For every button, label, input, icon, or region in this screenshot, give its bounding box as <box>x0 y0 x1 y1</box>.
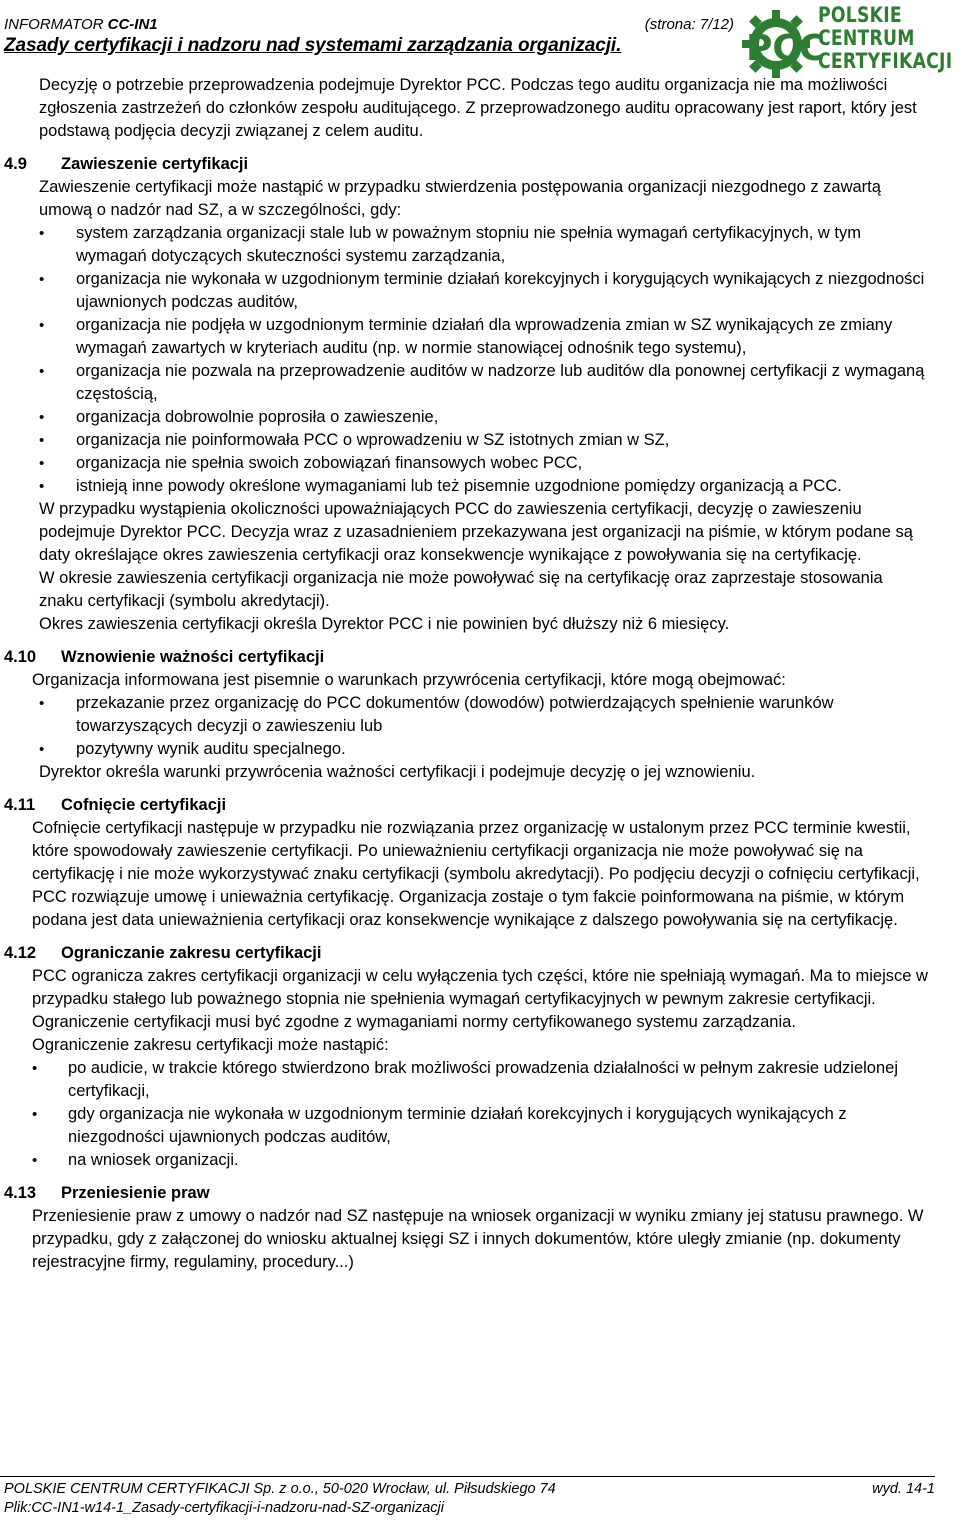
page-info: (strona: 7/12) <box>644 16 734 33</box>
logo-line-2: CENTRUM <box>818 26 915 50</box>
section-title: Przeniesienie praw <box>61 1184 210 1202</box>
list-item: • na wniosek organizacji. <box>0 1149 960 1172</box>
logo-text <box>818 4 952 73</box>
section-4-13-paragraph: Przeniesienie praw z umowy o nadzór nad SZ następuje na wniosek organizacji w wyniku zmiany jej statusu prawnego. W przypadku, gdy z załączonej do wniosku aktualnej księgi SZ i innych dokumentów, które uległy zmianie (np. dokumenty rejestracyjne firmy, regulaminy, procedury...) <box>32 1207 924 1271</box>
section-4-12-paragraph: Ograniczenie zakresu certyfikacji może nastąpić: <box>32 1036 389 1054</box>
section-4-10-paragraph: Dyrektor określa warunki przywrócenia ważności certyfikacji i podejmuje decyzję o jej wznowieniu. <box>39 763 756 781</box>
section-number: 4.9 <box>4 155 27 173</box>
section-4-9-paragraph: W okresie zawieszenia certyfikacji organizacja nie może powoływać się na certyfikację oraz zaprzestaje stosowania znaku certyfikacji (symbolu akredytacji). <box>39 569 883 610</box>
list-item: • po audicie, w trakcie którego stwierdzono brak możliwości prowadzenia działalności w pełnym zakresie udzielonej certyfikacji, <box>0 1057 960 1103</box>
logo-line-3: CERTYFIKACJI <box>818 49 953 73</box>
section-title: Cofnięcie certyfikacji <box>61 796 227 814</box>
section-4-10-heading <box>0 646 960 669</box>
section-4-13-heading <box>0 1182 960 1205</box>
section-title: Zawieszenie certyfikacji <box>61 155 249 173</box>
section-4-11-heading <box>0 794 960 817</box>
doc-id: CC-IN1 <box>107 16 158 33</box>
section-4-12-paragraph: PCC ogranicza zakres certyfikacji organizacji w celu wyłączenia tych części, które nie spełniają wymagań. Ma to miejsce w przypadku stałego lub poważnego stopnia nie spełnienia wymagań certyfikacyjnych w pewnym zakresie certyfikacji. Ograniczenie certyfikacji musi być zgodne z wymaganiami normy certyfikowanego systemu zarządzania. <box>32 967 928 1031</box>
section-title: Ograniczanie zakresu certyfikacji <box>61 944 322 962</box>
logo-mark: PCC <box>746 28 826 69</box>
document-title: Zasady certyfikacji i nadzoru nad systemami zarządzania organizacji. <box>4 35 622 56</box>
doc-label: INFORMATOR <box>4 16 104 33</box>
section-4-10-list <box>0 692 960 761</box>
list-item: • organizacja nie pozwala na przeprowadzenie auditów w nadzorze lub auditów dla ponownej certyfikacji z wymaganą częstością, <box>0 360 960 406</box>
list-item: • organizacja nie podjęła w uzgodnionym terminie działań dla wprowadzenia zmian w SZ wynikających ze zmiany wymagań zawartych w kryteriach auditu (np. w normie stanowiącej odnośnik tego systemu), <box>0 314 960 360</box>
list-item: • przekazanie przez organizację do PCC dokumentów (dowodów) potwierdzających spełnienie warunków towarzyszących decyzji o zawieszeniu lub <box>0 692 960 738</box>
intro-paragraph: Decyzję o potrzebie przeprowadzenia podejmuje Dyrektor PCC. Podczas tego auditu organizacja nie ma możliwości zgłoszenia zastrzeżeń do członków zespołu auditującego. Z przeprowadzonego auditu opracowany jest raport, który jest podstawą podjęcia decyzji związanej z celem auditu. <box>39 76 917 140</box>
list-item: • organizacja nie spełnia swoich zobowiązań finansowych wobec PCC, <box>0 452 960 475</box>
section-number: 4.10 <box>4 648 37 666</box>
footer-edition: wyd. 14-1 <box>872 1481 935 1497</box>
list-item: • system zarządzania organizacji stale lub w poważnym stopniu nie spełnia wymagań certyfikacyjnych, w tym wymagań dotyczących skuteczności systemu zarządzania, <box>0 222 960 268</box>
section-number: 4.11 <box>4 796 36 814</box>
section-number: 4.12 <box>4 944 37 962</box>
list-item: • istnieją inne powody określone wymaganiami lub też pisemnie uzgodnione pomiędzy organizacją a PCC. <box>0 475 960 498</box>
section-4-9-heading <box>0 153 960 176</box>
section-title: Wznowienie ważności certyfikacji <box>61 648 325 666</box>
list-item: • organizacja nie poinformowała PCC o wprowadzeniu w SZ istotnych zmian w SZ, <box>0 429 960 452</box>
section-4-10-lead: Organizacja informowana jest pisemnie o warunkach przywrócenia certyfikacji, które mogą obejmować: <box>32 671 786 689</box>
section-4-12-list <box>0 1057 960 1172</box>
section-4-9-lead: Zawieszenie certyfikacji może nastąpić w przypadku stwierdzenia postępowania organizacji niezgodnego z zawartą umową o nadzór nad SZ, a w szczególności, gdy: <box>39 178 881 219</box>
section-4-9-paragraph: Okres zawieszenia certyfikacji określa Dyrektor PCC i nie powinien być dłuższy niż 6 miesięcy. <box>39 615 730 633</box>
list-item: • organizacja nie wykonała w uzgodnionym terminie działań korekcyjnych i korygujących wynikających z niezgodności ujawnionych podczas auditów, <box>0 268 960 314</box>
list-item: • pozytywny wynik auditu specjalnego. <box>0 738 960 761</box>
section-4-9-paragraph: W przypadku wystąpienia okoliczności upoważniających PCC do zawieszenia certyfikacji, decyzję o zawieszeniu podejmuje Dyrektor PCC. Decyzja wraz z uzasadnieniem przekazywana jest organizacji na piśmie, w którym podane są daty określające okres zawieszenia certyfikacji oraz konsekwencje wynikające z powoływania się na certyfikację. <box>39 500 913 564</box>
footer-company: POLSKIE CENTRUM CERTYFIKACJI Sp. z o.o., 50-020 Wrocław, ul. Piłsudskiego 74 <box>4 1481 556 1497</box>
list-item: • gdy organizacja nie wykonała w uzgodnionym terminie działań korekcyjnych i korygujących wynikających z niezgodności ujawnionych podczas auditów, <box>0 1103 960 1149</box>
section-number: 4.13 <box>4 1184 37 1202</box>
logo-line-1: POLSKIE <box>818 3 902 27</box>
list-item: • organizacja dobrowolnie poprosiła o zawieszenie, <box>0 406 960 429</box>
page-footer <box>0 1476 935 1516</box>
header-line <box>4 16 734 33</box>
section-4-9-list <box>0 222 960 498</box>
section-4-12-heading <box>0 942 960 965</box>
footer-file: Plik:CC-IN1-w14-1_Zasady-certyfikacji-i-nadzoru-nad-SZ-organizacji <box>4 1500 444 1516</box>
section-4-11-paragraph: Cofnięcie certyfikacji następuje w przypadku nie rozwiązania przez organizację w ustalonym przez PCC terminie kwestii, które spowodowały zawieszenie certyfikacji. Po unieważnieniu certyfikacji organizacja nie może powoływać się na certyfikację i nie może wykorzystywać znaku certyfikacji (symbolu akredytacji). Po podjęciu decyzji o cofnięciu certyfikacji, PCC rozwiązuje umowę i unieważnia certyfikację. Organizacja zostaje o tym fakcie poinformowana na piśmie, w którym podana jest data unieważnienia certyfikacji oraz konsekwencje wynikające z dalszego powoływania się na certyfikację. <box>32 819 920 929</box>
document-body <box>0 74 960 1274</box>
